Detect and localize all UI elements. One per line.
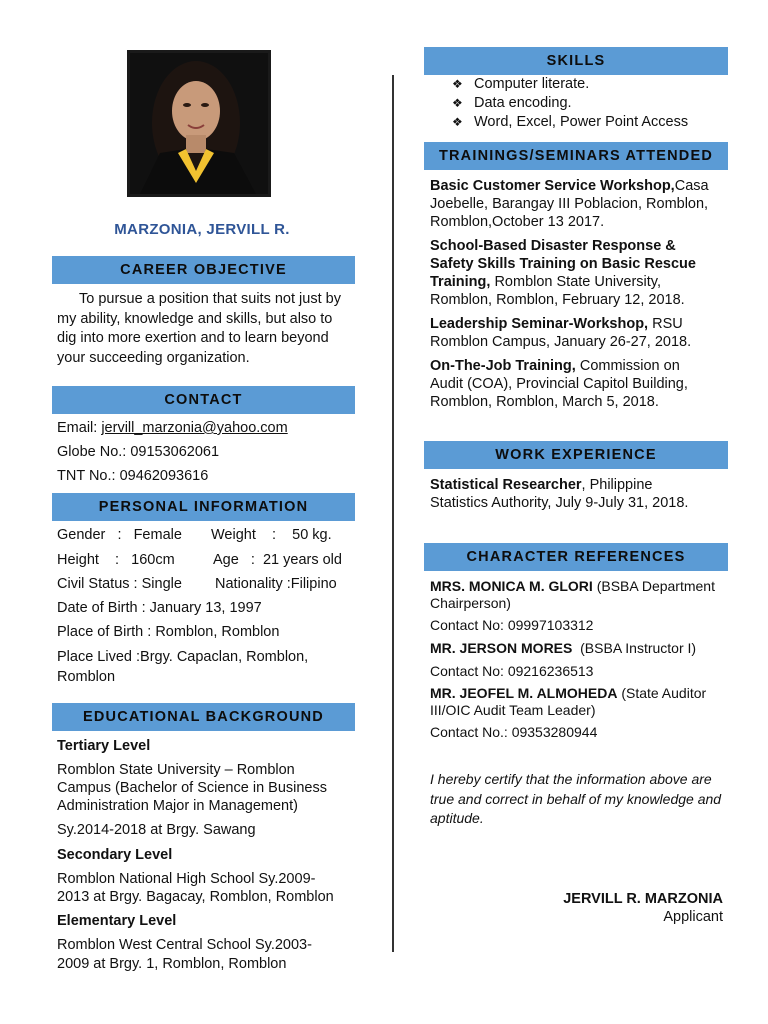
tertiary-line-2: Campus (Bachelor of Science in Business (57, 780, 327, 796)
training-4-line-2: Audit (COA), Provincial Capitol Building, (430, 376, 688, 392)
contact-heading: CONTACT (52, 386, 355, 414)
training-2-line-4: Romblon, Romblon, February 12, 2018. (430, 292, 685, 308)
tnt-number: TNT No.: 09462093616 (57, 468, 209, 484)
column-divider (392, 75, 394, 952)
place-lived-line-2: Romblon (57, 669, 116, 685)
training-1-line-1: Basic Customer Service Workshop,Casa (430, 178, 709, 194)
reference-1-line-1: MRS. MONICA M. GLORI (BSBA Department (430, 578, 715, 594)
certification-line-1: I hereby certify that the information above are (430, 771, 712, 787)
elementary-line-1: Romblon West Central School Sy.2003- (57, 937, 312, 953)
age-field: Age : 21 years old (213, 552, 342, 568)
secondary-line-2: 2013 at Brgy. Bagacay, Romblon, Romblon (57, 889, 334, 905)
tertiary-level-label: Tertiary Level (57, 738, 151, 754)
secondary-line-1: Romblon National High School Sy.2009- (57, 871, 316, 887)
reference-3-line-2: III/OIC Audit Team Leader) (430, 702, 596, 718)
work-line-1: Statistical Researcher, Philippine (430, 477, 653, 493)
training-3-line-1: Leadership Seminar-Workshop, RSU (430, 316, 683, 332)
training-4-line-1: On-The-Job Training, Commission on (430, 358, 680, 374)
work-line-2: Statistics Authority, July 9-July 31, 2018. (430, 495, 689, 511)
reference-1-contact: Contact No: 09997103312 (430, 617, 594, 633)
place-lived-line-1: Place Lived :Brgy. Capaclan, Romblon, (57, 649, 309, 665)
tertiary-line-4: Sy.2014-2018 at Brgy. Sawang (57, 822, 256, 838)
tertiary-line-3: Administration Major in Management) (57, 798, 298, 814)
email-row (57, 419, 288, 439)
training-4-line-3: Romblon, Romblon, March 5, 2018. (430, 394, 659, 410)
reference-3-line-1: MR. JEOFEL M. ALMOHEDA (State Auditor (430, 685, 707, 701)
weight-field: Weight : 50 kg. (211, 527, 332, 543)
elementary-line-2: 2009 at Brgy. 1, Romblon, Romblon (57, 956, 287, 972)
skill-item: ❖ Computer literate. (452, 76, 590, 92)
nationality-field: Nationality :Filipino (215, 576, 337, 592)
skills-list (452, 75, 688, 132)
date-of-birth-field: Date of Birth : January 13, 1997 (57, 600, 262, 616)
tertiary-line-1: Romblon State University – Romblon (57, 762, 295, 778)
civil-status-field: Civil Status : Single (57, 576, 182, 592)
skill-item: ❖ Word, Excel, Power Point Access (452, 114, 689, 130)
diamond-bullet-icon: ❖ (452, 96, 463, 110)
reference-3-contact: Contact No.: 09353280944 (430, 724, 598, 740)
height-field: Height : 160cm (57, 552, 175, 568)
reference-2-contact: Contact No: 09216236513 (430, 663, 594, 679)
career-objective-heading: CAREER OBJECTIVE (52, 256, 355, 284)
work-experience-heading: WORK EXPERIENCE (424, 441, 728, 469)
certification-line-2: true and correct in behalf of my knowledge and (430, 791, 722, 807)
applicant-portrait (130, 53, 268, 194)
diamond-bullet-icon: ❖ (452, 115, 463, 129)
training-3-line-2: Romblon Campus, January 26-27, 2018. (430, 334, 692, 350)
secondary-level-label: Secondary Level (57, 847, 173, 863)
educational-background-heading: EDUCATIONAL BACKGROUND (52, 703, 355, 731)
training-1-line-3: Romblon,October 13 2017. (430, 214, 605, 230)
training-2-line-3: Training, Romblon State University, (430, 274, 661, 290)
career-objective-text: To pursue a position that suits not just by my ability, knowledge and skills, but also to dig into more exertion and to learn beyond your succeeding organization. (57, 291, 341, 366)
place-of-birth-field: Place of Birth : Romblon, Romblon (57, 624, 280, 640)
gender-field: Gender : Female (57, 527, 182, 543)
applicant-name: MARZONIA, JERVILL R. (114, 221, 290, 238)
signature-role: Applicant (663, 909, 723, 925)
character-references-heading: CHARACTER REFERENCES (424, 543, 728, 571)
reference-2-line-1: MR. JERSON MORES (BSBA Instructor I) (430, 640, 697, 656)
training-2-title-line-1: School-Based Disaster Response & (430, 238, 676, 254)
email-label: Email: (57, 420, 102, 436)
trainings-heading: TRAININGS/SEMINARS ATTENDED (424, 142, 728, 170)
reference-1-line-2: Chairperson) (430, 595, 511, 611)
certification-line-3: aptitude. (430, 810, 484, 826)
training-2-title-line-2: Safety Skills Training on Basic Rescue (430, 256, 696, 272)
personal-information-heading: PERSONAL INFORMATION (52, 493, 355, 521)
diamond-bullet-icon: ❖ (452, 77, 463, 91)
applicant-photo (127, 50, 271, 197)
skills-heading: SKILLS (424, 47, 728, 75)
training-1-line-2: Joebelle, Barangay III Poblacion, Romblon, (430, 196, 709, 212)
skill-item: ❖ Data encoding. (452, 95, 572, 111)
elementary-level-label: Elementary Level (57, 913, 177, 929)
signature-name: JERVILL R. MARZONIA (563, 891, 723, 907)
email-link[interactable]: jervill_marzonia@yahoo.com (101, 420, 288, 436)
globe-number: Globe No.: 09153062061 (57, 444, 220, 460)
